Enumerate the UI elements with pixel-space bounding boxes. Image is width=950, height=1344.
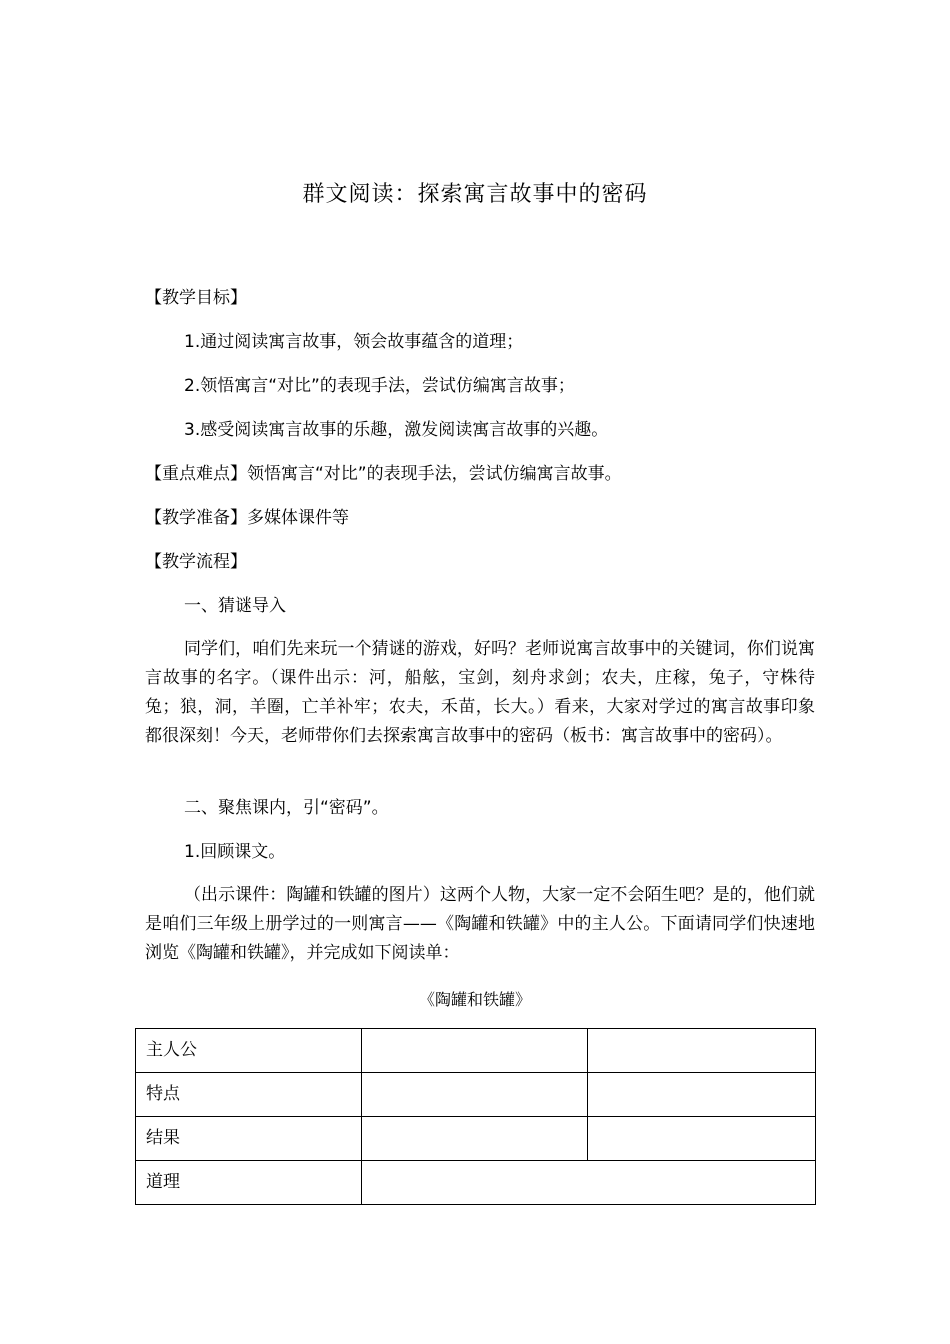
row-label: 特点: [136, 1073, 362, 1117]
table-row: [136, 1117, 816, 1161]
goal-item: 1.通过阅读寓言故事，领会故事蕴含的道理；: [184, 332, 524, 352]
table-row: [136, 1029, 816, 1073]
row-label: 结果: [136, 1117, 362, 1161]
goal-item: 3.感受阅读寓言故事的乐趣，激发阅读寓言故事的兴趣。: [184, 420, 609, 440]
step1-paragraph: 同学们，咱们先来玩一个猜谜的游戏，好吗？老师说寓言故事中的关键词，你们说寓言故事的名字。（课件出示：河，船舷，宝剑，刻舟求剑；农夫，庄稼，兔子，守株待兔；狼，洞，羊圈，亡羊补牢；农夫，禾苗，长大。）看来，大家对学过的寓言故事印象都很深刻！今天，老师带你们去探索寓言故事中的密码（板书：寓言故事中的密码）。: [145, 639, 815, 746]
key-points: 【重点难点】领悟寓言“对比”的表现手法，尝试仿编寓言故事。: [145, 464, 622, 484]
table-caption: 《陶罐和铁罐》: [418, 990, 531, 1009]
goal-item: 2.领悟寓言“对比”的表现手法，尝试仿编寓言故事；: [184, 376, 575, 396]
row-label: 道理: [136, 1161, 362, 1205]
answer-cell: [588, 1029, 816, 1073]
table-row: [136, 1073, 816, 1117]
answer-cell: [361, 1073, 588, 1117]
answer-cell: [588, 1073, 816, 1117]
document-title: 群文阅读：探索寓言故事中的密码: [302, 182, 648, 207]
preparation: 【教学准备】多媒体课件等: [145, 508, 349, 528]
reading-sheet-table: [135, 1028, 816, 1205]
goals-heading: 【教学目标】: [145, 288, 247, 308]
table-row: [136, 1161, 816, 1205]
step2-subheading: 1.回顾课文。: [184, 842, 286, 862]
process-heading: 【教学流程】: [145, 552, 247, 572]
step1-heading: 一、猜谜导入: [184, 596, 286, 616]
answer-cell: [588, 1117, 816, 1161]
row-label: 主人公: [136, 1029, 362, 1073]
step2-paragraph: （出示课件：陶罐和铁罐的图片）这两个人物，大家一定不会陌生吧？是的，他们就是咱们三年级上册学过的一则寓言——《陶罐和铁罐》中的主人公。下面请同学们快速地浏览《陶罐和铁罐》，并完成如下阅读单：: [145, 885, 815, 963]
step2-heading: 二、聚焦课内，引“密码”。: [184, 798, 389, 818]
answer-cell: [361, 1117, 588, 1161]
answer-cell-merged: [361, 1161, 815, 1205]
answer-cell: [361, 1029, 588, 1073]
